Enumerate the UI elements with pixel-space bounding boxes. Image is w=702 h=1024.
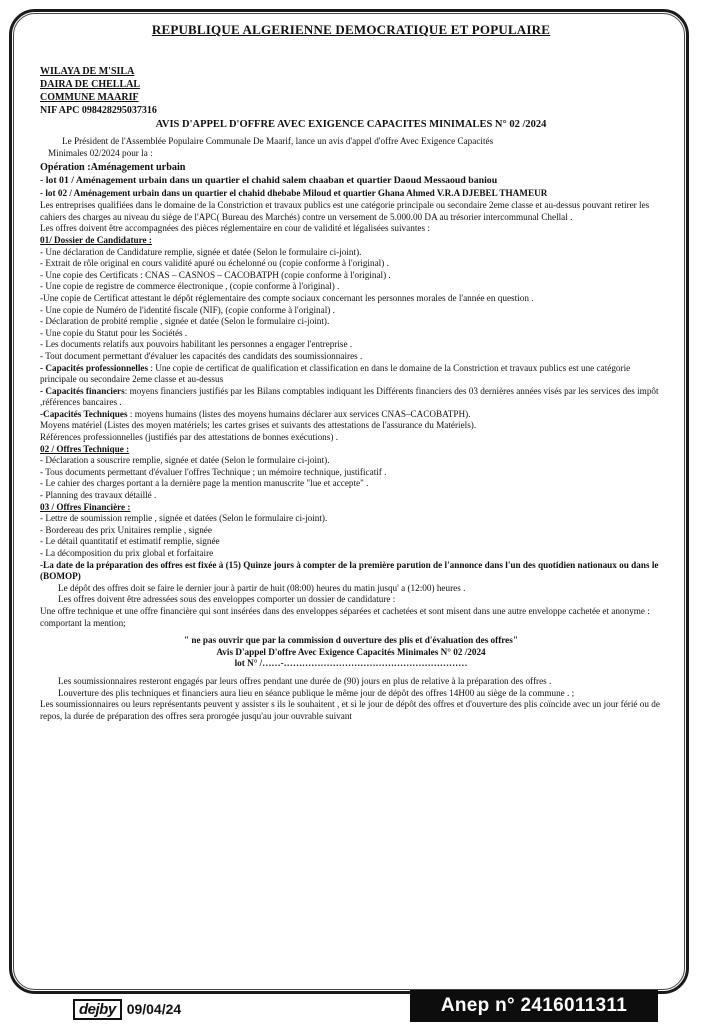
cap-tech-text: : moyens humains (listes des moyens humains déclarer aux services CNAS–CACOBATPH). <box>127 408 471 419</box>
preparation-date: -La date de la préparation des offres est fixée à (15) Quinze jours à compter de la première parution de l'annonce dans l'un des quotidien nationaux ou dans le (BOMOP) <box>40 559 659 582</box>
publisher-stamp <box>73 998 181 1020</box>
section-1-title: 01/ Dossier de Candidature : <box>40 234 152 245</box>
section-1-item: - Une copie de Numéro de l'identité fiscale (NIF), (copie conforme à l'original) . <box>40 304 335 315</box>
section-2-item: - Le cahier des charges portant a la dernière page la mention manuscrite "lue et accepte" . <box>40 478 369 489</box>
offers-intro: Les offres doivent être accompagnées des pièces réglementaire en cour de validité et légalisées suivantes : <box>40 223 430 234</box>
operation-line: Opération :Aménagement urbain <box>40 162 186 174</box>
eligibility-paragraph: Les entreprises qualifiées dans le domaine de la Constriction et travaux publics est une catégorie principale ou secondaire 2eme classe et au-dessus pouvant retirer les cahiers des charges au niveau du siège de l'APC( Bureau des Marchés) contre un versement de 5.000.00 DA au trésorier intercommunal Chellal . <box>40 200 650 222</box>
intro-line-2: Minimales 02/2024 pour la : <box>48 147 153 158</box>
mention-line-2: Avis D'appel D'offre Avec Exigence Capacités Minimales N° 02 /2024 <box>216 646 486 657</box>
document-body <box>40 20 662 722</box>
lot-01: - lot 01 / Aménagement urbain dans un quartier el chahid salem chaaban et quartier Daoud Messaoud baniou <box>40 175 498 187</box>
cap-tech-label: -Capacités Techniques <box>40 408 128 419</box>
section-1-item: - Déclaration de probité remplie , signée et datée (Selon le formulaire ci-joint). <box>40 316 330 327</box>
avis-title: AVIS D'APPEL D'OFFRE AVEC EXIGENCE CAPACITES MINIMALES N° 02 /2024 <box>155 119 547 130</box>
cap-pro-label: - Capacités professionnelles <box>40 362 149 373</box>
assister-text: Les soumissionnaires ou leurs représentants peuvent y assister s ils le souhaitent , et si le jour de dépôt des offres et d'ouverture des plis coïncide avec un jour férié ou de repos, la durée de préparation des offres sera prorogée jusqu'au jour ouvrable suivant <box>40 699 660 721</box>
section-1-item: - Une déclaration de Candidature remplie, signée et datée (Selon le formulaire ci-joint). <box>40 246 362 257</box>
section-3-item: - Le détail quantitatif et estimatif remplie, signée <box>40 536 220 547</box>
section-2-item: - Déclaration a souscrire remplie, signée et datée (Selon le formulaire ci-joint). <box>40 455 330 466</box>
publication-date: 09/04/24 <box>126 1001 182 1017</box>
mention-line-3: lot N° /……-…………………………………………………… <box>234 658 468 669</box>
ouverture-text: Louverture des plis techniques et financiers aura lieu en séance publique le même jour de dépôt des offres 14H00 au siège de la commune . ; <box>58 687 575 698</box>
footer <box>0 990 702 1024</box>
enveloppes-text: Une offre technique et une offre financière qui sont insérées dans des enveloppes séparées et cachetées et sont misent dans une autre enveloppe cachetée et anonyme : comportant la mention; <box>40 605 650 628</box>
intro-line-1: Le Président de l'Assemblée Populaire Communale De Maarif, lance un avis d'appel d'offre Avec Exigence Capacités <box>62 136 494 146</box>
capacites-professionnelles <box>40 363 662 386</box>
adresse-offres: Les offres doivent être adressées sous des enveloppes comporter un dossier de candidature : <box>58 594 396 605</box>
section-1-item: -Une copie de Certificat attestant le dépôt réglementaire des compte sociaux concernant les personnes morales de l'année en question . <box>40 292 534 303</box>
commune-line: COMMUNE MAARIF <box>40 92 139 103</box>
section-1-item: - Une copie des Certificats : CNAS – CASNOS – CACOBATPH (copie conforme à l'original) . <box>40 269 391 280</box>
section-1-item: - Extrait de rôle original en cours validité apuré ou échelonné ou (copie conforme à l'original) . <box>40 258 389 269</box>
mention-line-1: " ne pas ouvrir que par la commission d ouverture des plis et d'évaluation des offres" <box>184 635 518 646</box>
daira-line: DAIRA DE CHELLAL <box>40 79 141 90</box>
cap-fin-label: - Capacités financiers <box>40 385 125 396</box>
anep-badge: Anep n° 2416011311 <box>410 990 658 1022</box>
section-2-item: - Planning des travaux détaillé . <box>40 490 157 501</box>
section-2-title: 02 / Offres Technique : <box>40 443 130 454</box>
publisher-logo: dejby <box>73 999 122 1020</box>
section-1-item: - Tout document permettant d'évaluer les capacités des candidats des soumissionnaires . <box>40 350 363 361</box>
section-1-item: - Une copie du Statut pour les Sociétés . <box>40 327 188 338</box>
depot-offres: Le dépôt des offres doit se faire le dernier jour à partir de huit (08:00) heures du matin jusqu' a (12:00) heures . <box>58 582 466 593</box>
capacites-financiers <box>40 386 662 409</box>
section-3-item: - Lettre de soumission remplie , signée et datées (Selon le formulaire ci-joint). <box>40 513 328 524</box>
capacites-techniques <box>40 409 662 421</box>
wilaya-line: WILAYA DE M'SILA <box>40 66 135 77</box>
cap-fin-text: : moyens financiers justifiés par les Bilans comptables indiquant les Différents financiers des 03 dernières années visés par les services des impôt ,références bancaires . <box>40 385 659 408</box>
section-1-item: - Les documents relatifs aux pouvoirs habilitant les personnes a engager l'entreprise . <box>40 339 353 350</box>
republic-title: REPUBLIQUE ALGERIENNE DEMOCRATIQUE ET POPULAIRE <box>151 22 551 37</box>
references-pro: Références professionnelles (justifiés par des attestations de bonnes exécutions) . <box>40 432 338 443</box>
section-1-item: - Une copie de registre de commerce électronique , (copie conforme à l'original) . <box>40 281 340 292</box>
moyens-materiel: Moyens matériel (Listes des moyen matériels; les cartes grises et suivants des attestations de l'assurance du Matériels). <box>40 420 477 431</box>
section-2-item: - Tous documents permettant d'évaluer l'offres Technique ; un mémoire technique, justificatif . <box>40 466 387 477</box>
nif-line: NIF APC 098428295037316 <box>40 105 157 116</box>
lot-02: - lot 02 / Aménagement urbain dans un quartier el chahid dhebabe Miloud et quartier Ghana Ahmed V.R.A DJEBEL THAMEUR <box>40 188 548 199</box>
section-3-title: 03 / Offres Financière : <box>40 501 131 512</box>
section-3-item: - Bordereau des prix Unitaires remplie , signée <box>40 524 212 535</box>
cap-pro-text: : Une copie de certificat de qualification et classification en dans le domaine de la Constriction et travaux publics est une catégorie principale ou secondaire 2eme classe et au-dessus <box>40 362 631 385</box>
engagement-text: Les soumissionnaires resteront engagés par leurs offres pendant une durée de (90) jours en plus de relative à la préparation des offres . <box>58 675 552 686</box>
section-3-item: - La décomposition du prix global et forfaitaire <box>40 548 214 558</box>
admin-block <box>40 65 662 117</box>
